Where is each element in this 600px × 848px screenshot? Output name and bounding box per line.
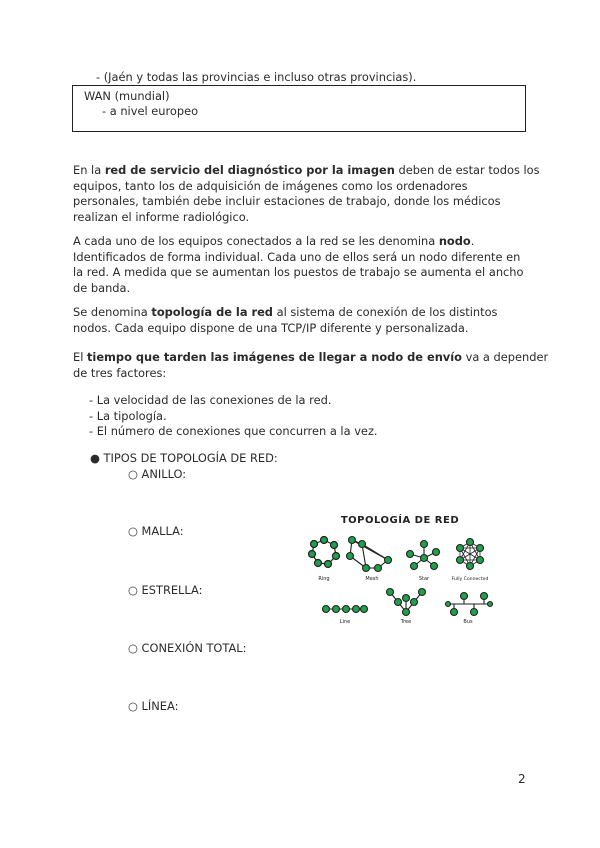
network-node [477,545,484,552]
network-node [419,589,426,596]
label-line: Line [339,619,351,625]
label-bus: Bus [463,619,473,625]
wan-title: WAN (mundial) [84,89,170,103]
network-node [311,541,318,548]
p3-text-after: al sistema de conexión de los distintos [272,305,498,319]
p4-bold: tiempo que tarden las imágenes de llegar a nodo de envío [86,350,462,364]
network-node [395,599,402,606]
tipo-linea: ○ LÍNEA: [128,699,179,713]
network-node [321,537,328,544]
network-node [375,565,382,572]
network-node [347,553,354,560]
network-node [315,560,322,567]
network-node [457,557,464,564]
ring-diagram [309,537,340,568]
p4-text-after: va a depender [461,350,549,364]
tipos-heading: ● TIPOS DE TOPOLOGÍA DE RED: [90,451,278,465]
network-node [461,593,468,600]
line-diagram [323,606,368,613]
network-node [343,606,350,613]
network-node [467,563,474,570]
bus-diagram [446,593,493,616]
network-node [333,553,340,560]
p3-line2: nodos. Cada equipo dispone de una TCP/IP diferente y personalizada. [73,320,469,335]
network-node [411,563,418,570]
network-node [403,609,410,616]
network-node [385,557,392,564]
topology-diagram [300,508,500,630]
network-node [323,606,330,613]
star-diagram [407,541,440,570]
p2-line2: Identificados de forma individual. Cada uno de ellos será un nodo diferente en [73,249,521,264]
network-node [387,589,394,596]
list-item: - El número de conexiones que concurren a la vez. [89,424,378,439]
network-node [353,606,360,613]
label-star: Star [418,576,430,582]
list-item: - La velocidad de las conexiones de la red. [89,393,332,407]
label-ring: Ring [318,576,330,582]
wan-item: - a nivel europeo [102,104,199,118]
network-node [467,539,474,546]
p2-line4: de banda. [73,281,131,296]
network-node [457,545,464,552]
p2-text: A cada uno de los equipos conectados a la red se les denomina [73,234,439,248]
p1-text: En la [73,163,105,177]
p2-bold: nodo [438,234,471,248]
tipo-estrella: ○ ESTRELLA: [128,583,203,597]
network-node [421,541,428,548]
tipo-conexion-total: ○ CONEXIÓN TOTAL: [128,641,247,655]
label-tree: Tree [400,619,412,625]
network-node [488,602,493,607]
label-fully-connected: Fully Connected [451,577,489,582]
p4-line2: de tres factores: [73,365,167,380]
p1-text-after: deben de estar todos los [394,163,540,177]
paragraph-red-servicio [73,163,540,226]
top-line: - (Jaén y todas las provincias e incluso otras provincias). [96,70,417,84]
network-node [481,593,488,600]
network-node [309,551,316,558]
p1-line2: equipos, tanto los de adquisición de imágenes como los ordenadores [73,178,468,193]
tipo-anillo: ○ ANILLO: [128,467,187,481]
network-node [446,602,451,607]
factors-list [89,393,378,440]
network-node [431,563,438,570]
network-node [451,609,458,616]
network-node [361,606,368,613]
label-mesh: Mesh [365,576,379,582]
network-node [331,542,338,549]
network-node [421,555,428,562]
network-node [433,549,440,556]
p1-line4: realizan el informe radiológico. [73,210,250,225]
paragraph-tiempo [73,350,548,381]
network-node [471,609,478,616]
p2-text-after: . [470,234,475,248]
list-item: - La tipología. [89,408,167,423]
network-node [359,541,366,548]
network-node [403,595,410,602]
p4-text: El [73,350,87,364]
network-node [477,557,484,564]
p3-bold: topología de la red [151,305,273,319]
network-node [363,565,370,572]
network-node [407,551,414,558]
network-node [333,606,340,613]
page-number: 2 [518,772,526,786]
p2-line3: la red. A medida que se aumentan los puestos de trabajo se aumenta el ancho [73,265,524,280]
network-link [362,544,388,560]
network-node [349,537,356,544]
figure-title: TOPOLOGÍA DE RED [340,515,460,526]
fully-connected-diagram [457,539,484,570]
tree-diagram [387,589,426,616]
network-node [325,561,332,568]
paragraph-topologia [73,305,498,336]
network-node [411,599,418,606]
topology-figure [300,508,500,630]
p1-line3: personales, también debe incluir estaciones de trabajo, donde los médicos [73,194,501,209]
p1-bold: red de servicio del diagnóstico por la imagen [104,163,395,177]
paragraph-nodo [73,234,524,297]
wan-box [72,85,526,132]
p3-text: Se denomina [73,305,152,319]
mesh-diagram [347,537,392,572]
tipo-malla: ○ MALLA: [128,524,184,538]
